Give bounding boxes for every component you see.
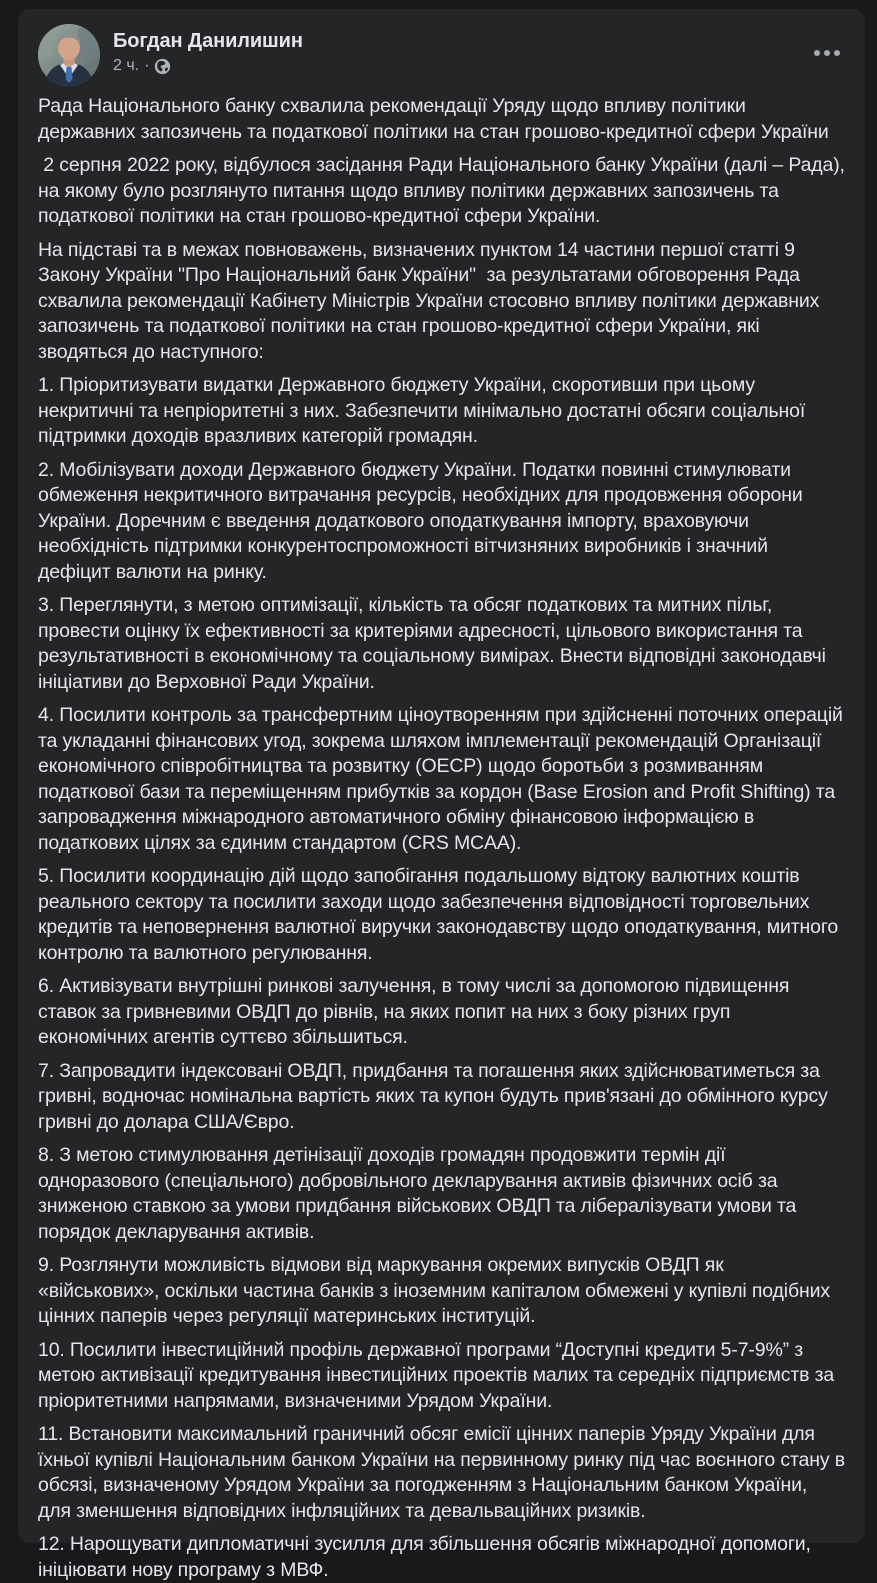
post-meta-row	[113, 56, 845, 76]
post-paragraph: 12. Нарощувати дипломатичні зусилля для збільшення обсягів міжнародної допомоги, ініціювати нову програму з МВФ.	[38, 1533, 817, 1581]
post-paragraph: 2 серпня 2022 року, відбулося засідання Ради Національного банку України (далі – Рада), на якому було розглянуто питання щодо впливу політики державних запозичень та податкової політики на стан грошово-кредитної сфери України.	[38, 154, 851, 227]
post-paragraph: 3. Переглянути, з метою оптимізації, кількість та обсяг податкових та митних пільг, провести оцінку їх ефективності за критеріями адресності, цільового використання та результативності в економічному та соціальному вимірах. Внести відповідні законодавчі ініціативи до Верховної Ради України.	[38, 594, 832, 693]
post-paragraph: 4. Посилити контроль за трансфертним ціноутворенням при здійсненні поточних операцій та укладанні фінансових угод, зокрема шляхом імплементації рекомендацій Організації економічного співробітництва та розвитку (ОЕСР) щодо боротьби з розмиванням податкової бази та переміщенням прибутків за кордон (Base Erosion and Profit Shifting) та запровадження міжнародного автоматичного обміну фінансовою інформацією в податкових цілях за єдиним стандартом (CRS MCAA).	[38, 704, 849, 854]
post-paragraph: 11. Встановити максимальний граничний обсяг емісії цінних паперів Уряду України для їхньої купівлі Національним банком України на первинному ринку під час воєнного стану в обсязі, визначеному Урядом України за погодженням з Національним банком України, для зменшення відповідних інфляційних та девальваційних ризиків.	[38, 1423, 851, 1522]
post-paragraph: 1. Пріоритизувати видатки Державного бюджету України, скоротивши при цьому некритичні та непріоритетні з них. Забезпечити мінімально достатні обсяги соціальної підтримки доходів вразливих категорій громадян.	[38, 374, 811, 447]
post-paragraph: 7. Запровадити індексовані ОВДП, придбання та погашення яких здійснюватиметься за гривні, водночас номінальна вартість яких та купон будуть прив'язані до обмінного курсу гривні до долара США/Євро.	[38, 1059, 833, 1133]
post-paragraph: 6. Активізувати внутрішні ринкові залучення, в тому числі за допомогою підвищення ставок за гривневими ОВДП до рівнів, на яких попит на них з боку різних груп економічних агентів суттєво збільшиться.	[38, 975, 795, 1048]
post-content	[18, 88, 865, 1583]
post-timestamp-link[interactable]: 2 ч.	[113, 57, 140, 74]
more-options-button[interactable]	[807, 35, 847, 71]
post-header-meta	[113, 24, 845, 76]
post-paragraph: 2. Мобілізувати доходи Державного бюджету України. Податки повинні стимулювати обмеження некритичного витрачання ресурсів, необхідних для продовження оборони України. Доречним є введення додаткового оподаткування імпорту, враховуючи необхідність підтримки конкурентоспроможності вітчизняних виробників і значний дефіцит валюти на ринку.	[38, 458, 808, 583]
post-paragraph: На підставі та в межах повноважень, визначених пунктом 14 частини першої статті 9 Закону України "Про Національний банк України" за результатами обговорення Рада схвалила рекомендації Кабінету Міністрів України стосовно впливу політики державних запозичень та податкової політики на стан грошово-кредитної сфери України, які зводяться до наступного:	[38, 238, 825, 363]
post-paragraph: Рада Національного банку схвалила рекомендації Уряду щодо впливу політики державних запозичень та податкової політики на стан грошово-кредитної сфери України	[38, 95, 829, 143]
globe-icon	[154, 58, 171, 75]
post-header	[18, 9, 865, 88]
author-avatar[interactable]	[38, 24, 100, 86]
more-options-icon	[812, 50, 842, 56]
post-paragraph: 9. Розглянути можливість відмови від маркування окремих випусків ОВДП як «військових», оскільки частина банків з іноземним капіталом обмежені у купівлі подібних цінних паперів через регуляції материнських інституцій.	[38, 1254, 836, 1327]
post-paragraph: 8. З метою стимулювання детінізації доходів громадян продовжити термін дії одноразового (спеціального) добровільного декларування активів фізичних осіб за зниженою ставкою за умови придбання військових ОВДП та лібералізувати умови та порядок декларування активів.	[38, 1144, 802, 1243]
post-paragraph: 5. Посилити координацію дій щодо запобігання подальшому відтоку валютних коштів реального сектору та посилити заходи щодо забезпечення відповідності торговельних кредитів та неповернення валютної виручки законодавству щодо оподаткування, митного контролю та валютного регулювання.	[38, 865, 844, 964]
meta-separator: ·	[144, 57, 150, 74]
author-photo-icon	[38, 24, 100, 86]
post-card	[18, 9, 865, 1581]
post-paragraph: 10. Посилити інвестиційний профіль державної програми “Доступні кредити 5-7-9%” з метою активізації кредитування інвестиційних проектів малих та середніх підприємств за пріоритетними напрямами, визначеними Урядом України.	[38, 1338, 840, 1412]
author-name-link[interactable]: Богдан Данилишин	[113, 30, 303, 52]
